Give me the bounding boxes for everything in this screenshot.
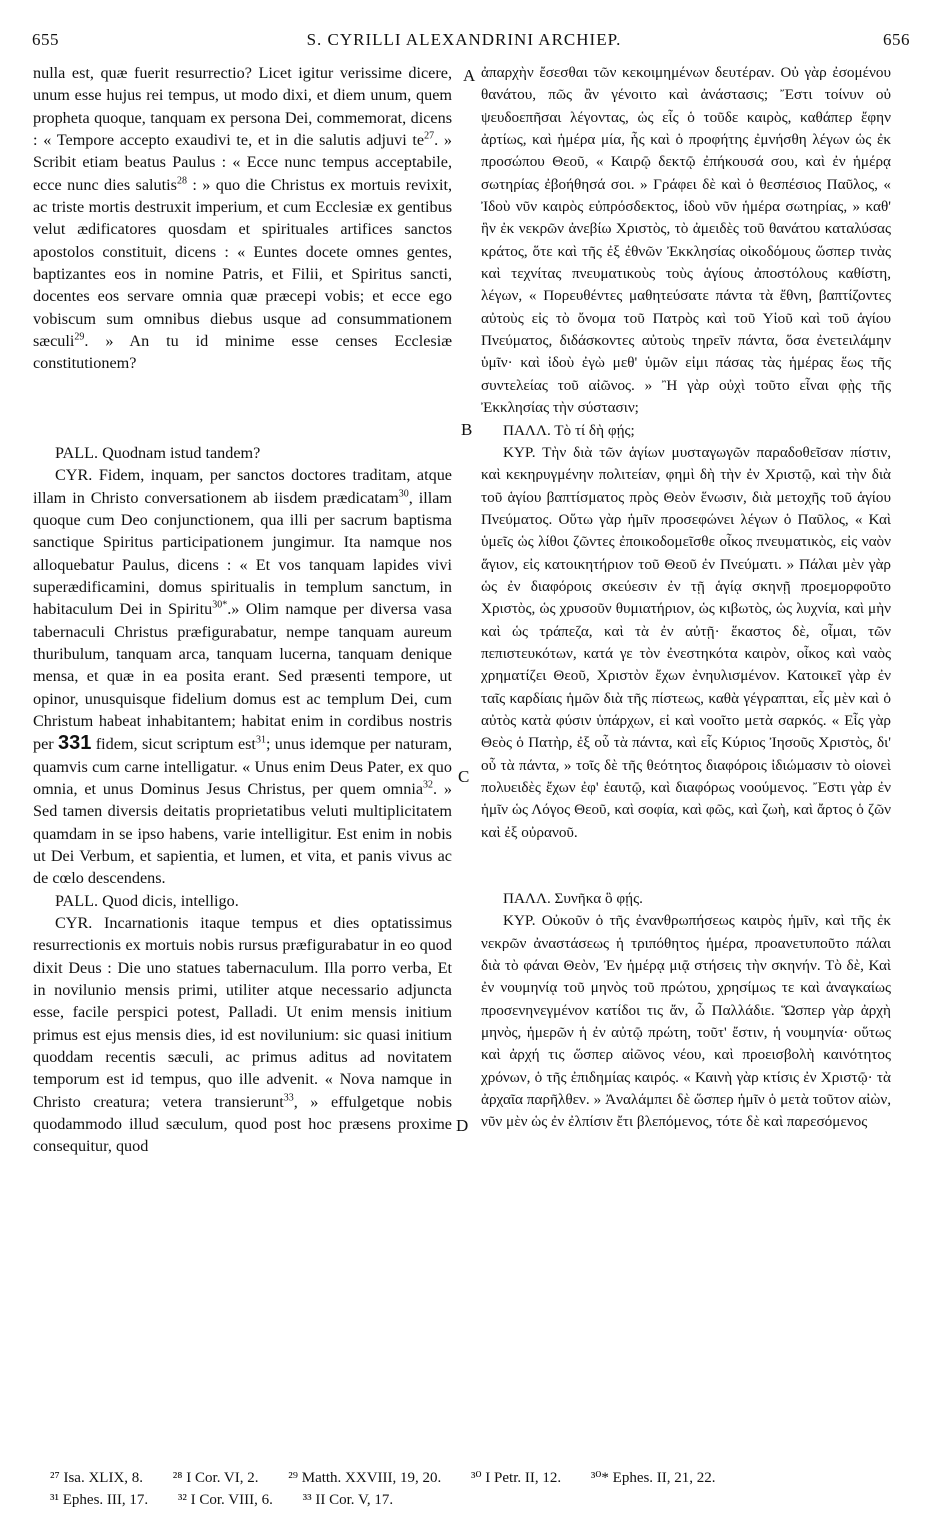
footnote: ²⁹ Matth. XXVIII, 19, 20. bbox=[288, 1470, 442, 1486]
speaker-line-pall-greek: ΠΑΛΛ. Τὸ τί δὴ φῄς; bbox=[503, 421, 635, 439]
footnote-ref: 32 bbox=[423, 779, 434, 791]
footnote-line bbox=[50, 1489, 910, 1511]
footnote: ³¹ Ephes. III, 17. bbox=[50, 1492, 149, 1508]
footnote-line bbox=[50, 1467, 910, 1489]
page-number-right: 656 bbox=[883, 30, 910, 49]
greek-paragraph: ΚΥΡ. Τὴν διὰ τῶν ἁγίων μυσταγωγῶν παραδοθεῖσαν πίστιν, καὶ κεκηρυγμένην πολιτείαν, φημὶ δὴ τὴν ἐν Χριστῷ, καὶ τὴν διὰ τοῦ ἁγίου βαπτίσματος πρὸς Θεὸν ἕνωσιν, διὰ μετοχῆς τοῦ ἁγίου Πνεύματος. Οὕτω γὰρ ἡμῖν προσεφώνει λέγων ὁ Παῦλος, « Καὶ ὑμεῖς ὡς λίθοι ζῶντες ἐποικοδομεῖσθε οἶκος πνευματικὸς, εἰς ναὸν ἅγιον, εἰς κατοικητήριον τοῦ Θεοῦ ἐν Πνεύματι. » Πάλαι μὲν γὰρ ὡς ἐν διαφόροις σκεύεσιν ἐν τῇ ἁγίᾳ σκηνῇ προεμορφοῦτο Χριστὸς, ὡς χρυσοῦν θυμιατήριον, ὡς κιβωτὸς, ὡς λυχνία, καὶ μὴν καὶ ὡς τράπεζα, καὶ τὰ ἐν αὐτῇ· ἕκαστος δὲ, οἶμαι, τῶν πεπιστευκότων, κατά γε τὸν ἐνεστηκότα καιρὸν, οἶκος καὶ ναὸς χρηματίζει Θεοῦ, Χριστὸν ἔχων ἐνηυλισμένον. Κατοικεῖ γὰρ ἐν ταῖς καρδίαις ἡμῶν διὰ τῆς πίστεως, καθὰ γέγραπται, εἷς μὲν καὶ ὁ αὐτὸς κατὰ φύσιν ὑπάρχων, εἰ καὶ νοοῖτο μετὰ σαρκός. « Εἷς γὰρ Θεὸς ὁ Πατὴρ, ἐξ οὗ τὰ πάντα, καὶ εἷς Κύριος Ἰησοῦς Χριστὸς, δι' οὗ τὰ πάντα, » τοῖς δὲ τῆς θεότητος διαφόροις ἰδιώμασιν τὸ οἱονεὶ πολυειδὲς ἔχων ἐφ' ἑαυτῷ, καὶ διαφόρως νοούμενος. Ἔστι γὰρ ἐν ἡμῖν ὡς Λόγος Θεοῦ, καὶ σοφία, καὶ φῶς, καὶ ζωὴ, καὶ ἄρτος ὁ ζῶν καὶ ἐξ οὐρανοῦ. bbox=[481, 443, 891, 841]
footnote: ³³ II Cor. V, 17. bbox=[302, 1492, 394, 1508]
footnote-ref: 29 bbox=[74, 331, 85, 343]
latin-column bbox=[33, 62, 452, 1158]
footnote-ref: 30* bbox=[212, 599, 228, 611]
footnote-ref: 31 bbox=[255, 734, 266, 746]
margin-marker-b: B bbox=[461, 420, 473, 439]
greek-column bbox=[481, 62, 891, 1134]
margin-marker-a: A bbox=[463, 66, 476, 85]
footnote-ref: 27 bbox=[424, 130, 435, 142]
footnote: ³² I Cor. VIII, 6. bbox=[177, 1492, 273, 1508]
greek-paragraph: ἀπαρχὴν ἔσεσθαι τῶν κεκοιμημένων δευτέραν. Οὐ γὰρ ἐσομένου θανάτου, πῶς ἂν γένοιτο καὶ ἀνάστασις; Ἔστι τοίνυν οὐ ψευδοεπῆσαι λέγοντας, ὡς εἷς ὁ τοῦδε καιρὸς, καθάπερ ἔφην ἀρτίως, καὶ ἡμέρα μία, ἧς καὶ ὁ προφήτης ἐμνήσθη λέγων ὡς ἐκ προσώπου Θεοῦ, « Καιρῷ δεκτῷ ἐπήκουσά σου, καὶ ἐν ἡμέρᾳ σωτηρίας ἐβοήθησά σοι. » Γράφει δὲ καὶ ὁ θεσπέσιος Παῦλος, « Ἰδοὺ νῦν καιρὸς εὐπρόσδεκτος, ἰδοὺ νῦν ἡμέρα σωτηρίας, » καθ' ἣν ἐκ νεκρῶν ἀνεβίω Χριστὸς, τὸ ἀμειδὲς τοῦ θανάτου καταλύσας κράτος, ὅτε καὶ τῆς ἐξ ἐθνῶν Ἐκκλησίας οἰκοδόμους ὥσπερ τινὰς καὶ τεχνίτας πνευματικοὺς τοὺς ἁγίους ἀποστόλους καθίστη, λέγων, « Πορευθέντες μαθητεύσατε πάντα τὰ ἔθνη, βαπτίζοντες αὐτοὺς εἰς τὸ ὄνομα τοῦ Πατρὸς καὶ τοῦ Υἱοῦ καὶ τοῦ ἁγίου Πνεύματος, διδάσκοντες αὐτοὺς τηρεῖν πάντα, ὅσα ἐνετειλάμην ὑμῖν· καὶ ἰδοὺ ἐγὼ μεθ' ὑμῶν εἰμι πάσας τὰς ἡμέρας ἕως τῆς συντελείας τοῦ αἰῶνος. » Ἢ γὰρ οὐχὶ τοῦτο εἶναι φῂς τῆς Ἐκκλησίας τὴν σύστασιν; bbox=[481, 64, 891, 417]
footnote: ³⁰* Ephes. II, 21, 22. bbox=[590, 1470, 716, 1486]
footnote-ref: 33 bbox=[283, 1092, 294, 1104]
footnotes bbox=[50, 1467, 910, 1511]
page-header bbox=[0, 30, 928, 56]
page-number-left: 655 bbox=[32, 30, 59, 49]
footnote-ref: 30 bbox=[398, 488, 409, 500]
running-title: S. CYRILLI ALEXANDRINI ARCHIEP. bbox=[306, 30, 622, 49]
latin-paragraph: nulla est, quæ fuerit resurrectio? Licet igitur verissime dicere, unum esse hujus rei tempus, ut modo dixi, et diem unum, quem propheta quoque, tanquam ex persona Dei, commemorat, dicens : « Tempore accepto exaudivi te, et in die salutis adjuvi te$^{27}$. » Scribit etiam beatus Paulus : « Ecce nunc tempus acceptabile, ecce nunc dies salutis$^{28}$ : » quo die Christus ex mortuis revixit, ac triste mortis destruxit imperium, et cum Ecclesiæ ex gentibus velut ædificatores quosdam et spirituales artifices sanctos apostolos constituit, dicens : « Euntes docete omnes gentes, baptizantes eos in nomine Patris, et Filii, et Spiritus sancti, docentes eos servare omnia quæ præcepi vobis; et ecce ego vobiscum sum omnibus diebus usque ad consummationem sæculi$^{29}$. » An tu id minime esse censes Ecclesiæ constitutionem? bbox=[33, 64, 452, 373]
footnote: ²⁷ Isa. XLIX, 8. bbox=[50, 1470, 144, 1486]
migne-column-number: 331 bbox=[58, 732, 92, 755]
speaker-line-pall: PALL. Quodnam istud tandem? bbox=[55, 443, 261, 462]
margin-marker-c: C bbox=[458, 767, 470, 786]
speaker-line-pall-greek: ΠΑΛΛ. Συνῆκα ὃ φῄς. bbox=[503, 890, 643, 908]
greek-paragraph: ΚΥΡ. Οὐκοῦν ὁ τῆς ἐνανθρωπήσεως καιρὸς ἡμῖν, καὶ τῆς ἐκ νεκρῶν ἀναστάσεως ἡ τριπόθητος ἡμέρα, προανετυποῦτο πάλαι διὰ τὸ φάναι Θεὸν, Ἐν ἡμέρᾳ μιᾷ στήσεις τὴν σκηνήν. Τὸ δὲ, Καὶ ἐν νουμηνίᾳ τοῦ μηνὸς τοῦ πρώτου, χρησίμως τε καὶ ἀναγκαίως προσενηνεγμένον κατίδοι τις ἄν, ὦ Παλλάδιε. Ὥσπερ γὰρ ἀρχὴ μηνὸς, ἡμερῶν ἡ ἐν αὐτῷ πρώτη, τοῦτ' ἔστιν, ἡ νουμηνία· οὕτως καὶ ἀρχή τις ὥσπερ αἰῶνος νέου, καὶ προεισβολὴ καινότητος χρόνων, ὁ τῆς ἐπιδημίας καιρός. « Καινὴ γὰρ κτίσις ἐν Χριστῷ· τὰ ἀρχαῖα παρῆλθεν. » Ἀναλάμπει δὲ ὥσπερ ἡμῖν ὁ μετὰ τοῦτον αἰὼν, νῦν μὲν ὡς ἐν ἐλπίσιν ἔτι βλεπόμενος, τότε δὲ καὶ παρεσόμενος bbox=[481, 912, 891, 1131]
footnote: ²⁸ I Cor. VI, 2. bbox=[172, 1470, 259, 1486]
latin-paragraph: CYR. Incarnationis itaque tempus et dies optatissimus resurrectionis ex mortuis nobis rursus præfigurabatur in eo quod dixit Deus : Die uno statues tabernaculum. Illa porro verba, Et in novilunio mensis primi, utiliter atque necessario adjuncta esse, facile perspici potest, Palladi. Ut enim mensis initium primus est ejus mensis dies, id est novilunium: sic quasi initium quoddam recentis sæculi, ac primus aditus ad novitatem temporum est id tempus, quo ille advenit. « Nova namque in Christo creatura; vetera transierunt$^{33}$, » effulgetque nobis quodammodo illud sæculum, quod post hoc præsens proxime consequitur, quod bbox=[33, 914, 452, 1156]
speaker-line-pall: PALL. Quod dicis, intelligo. bbox=[55, 891, 239, 910]
latin-paragraph: CYR. Fidem, inquam, per sanctos doctores traditam, atque illam in Christo conversationem ab iisdem prædicatam$^{30}$, illam quoque cum Deo conjunctionem, qua illi per sacrum baptisma sanctique Spiritus participationem jungimur. Ita namque nos alloquebatur Paulus, dicens : « Et vos tanquam lapides vivi superædificamini, domus spiritualis in templum sanctum, in habitaculum Dei in Spiritu$^{30*}$.» Olim namque per diversa vasa tabernaculi Christus præfigurabatur, nempe tanquam aureum thuribulum, tanquam arca, tanquam lucerna, tanquam denique mensa, et quæ in ea posita erant. Sed præsenti tempore, ut opinor, unusquisque fidelium domus est ac templum Dei, cum Christum habeat inhabitantem; habitat enim in cordibus nostris per 331 fidem, sicut scriptum est$^{31}$; unus idemque per naturam, quamvis cum carne intelligatur. « Unus enim Deus Pater, ex quo omnia, et unus Dominus Jesus Christus, per quem omnia$^{32}$. » Sed tamen diversis deitatis proprietatibus veluti multiplicitatem quamdam in se ipso habens, varie intelligitur. Est enim in nobis ut Dei Verbum, et sapientia, et lumen, et vita, et panis vivus ac de cœlo descendens. bbox=[33, 466, 453, 888]
footnote-ref: 28 bbox=[176, 175, 187, 187]
margin-marker-d: D bbox=[456, 1116, 469, 1135]
footnote: ³⁰ I Petr. II, 12. bbox=[471, 1470, 562, 1486]
